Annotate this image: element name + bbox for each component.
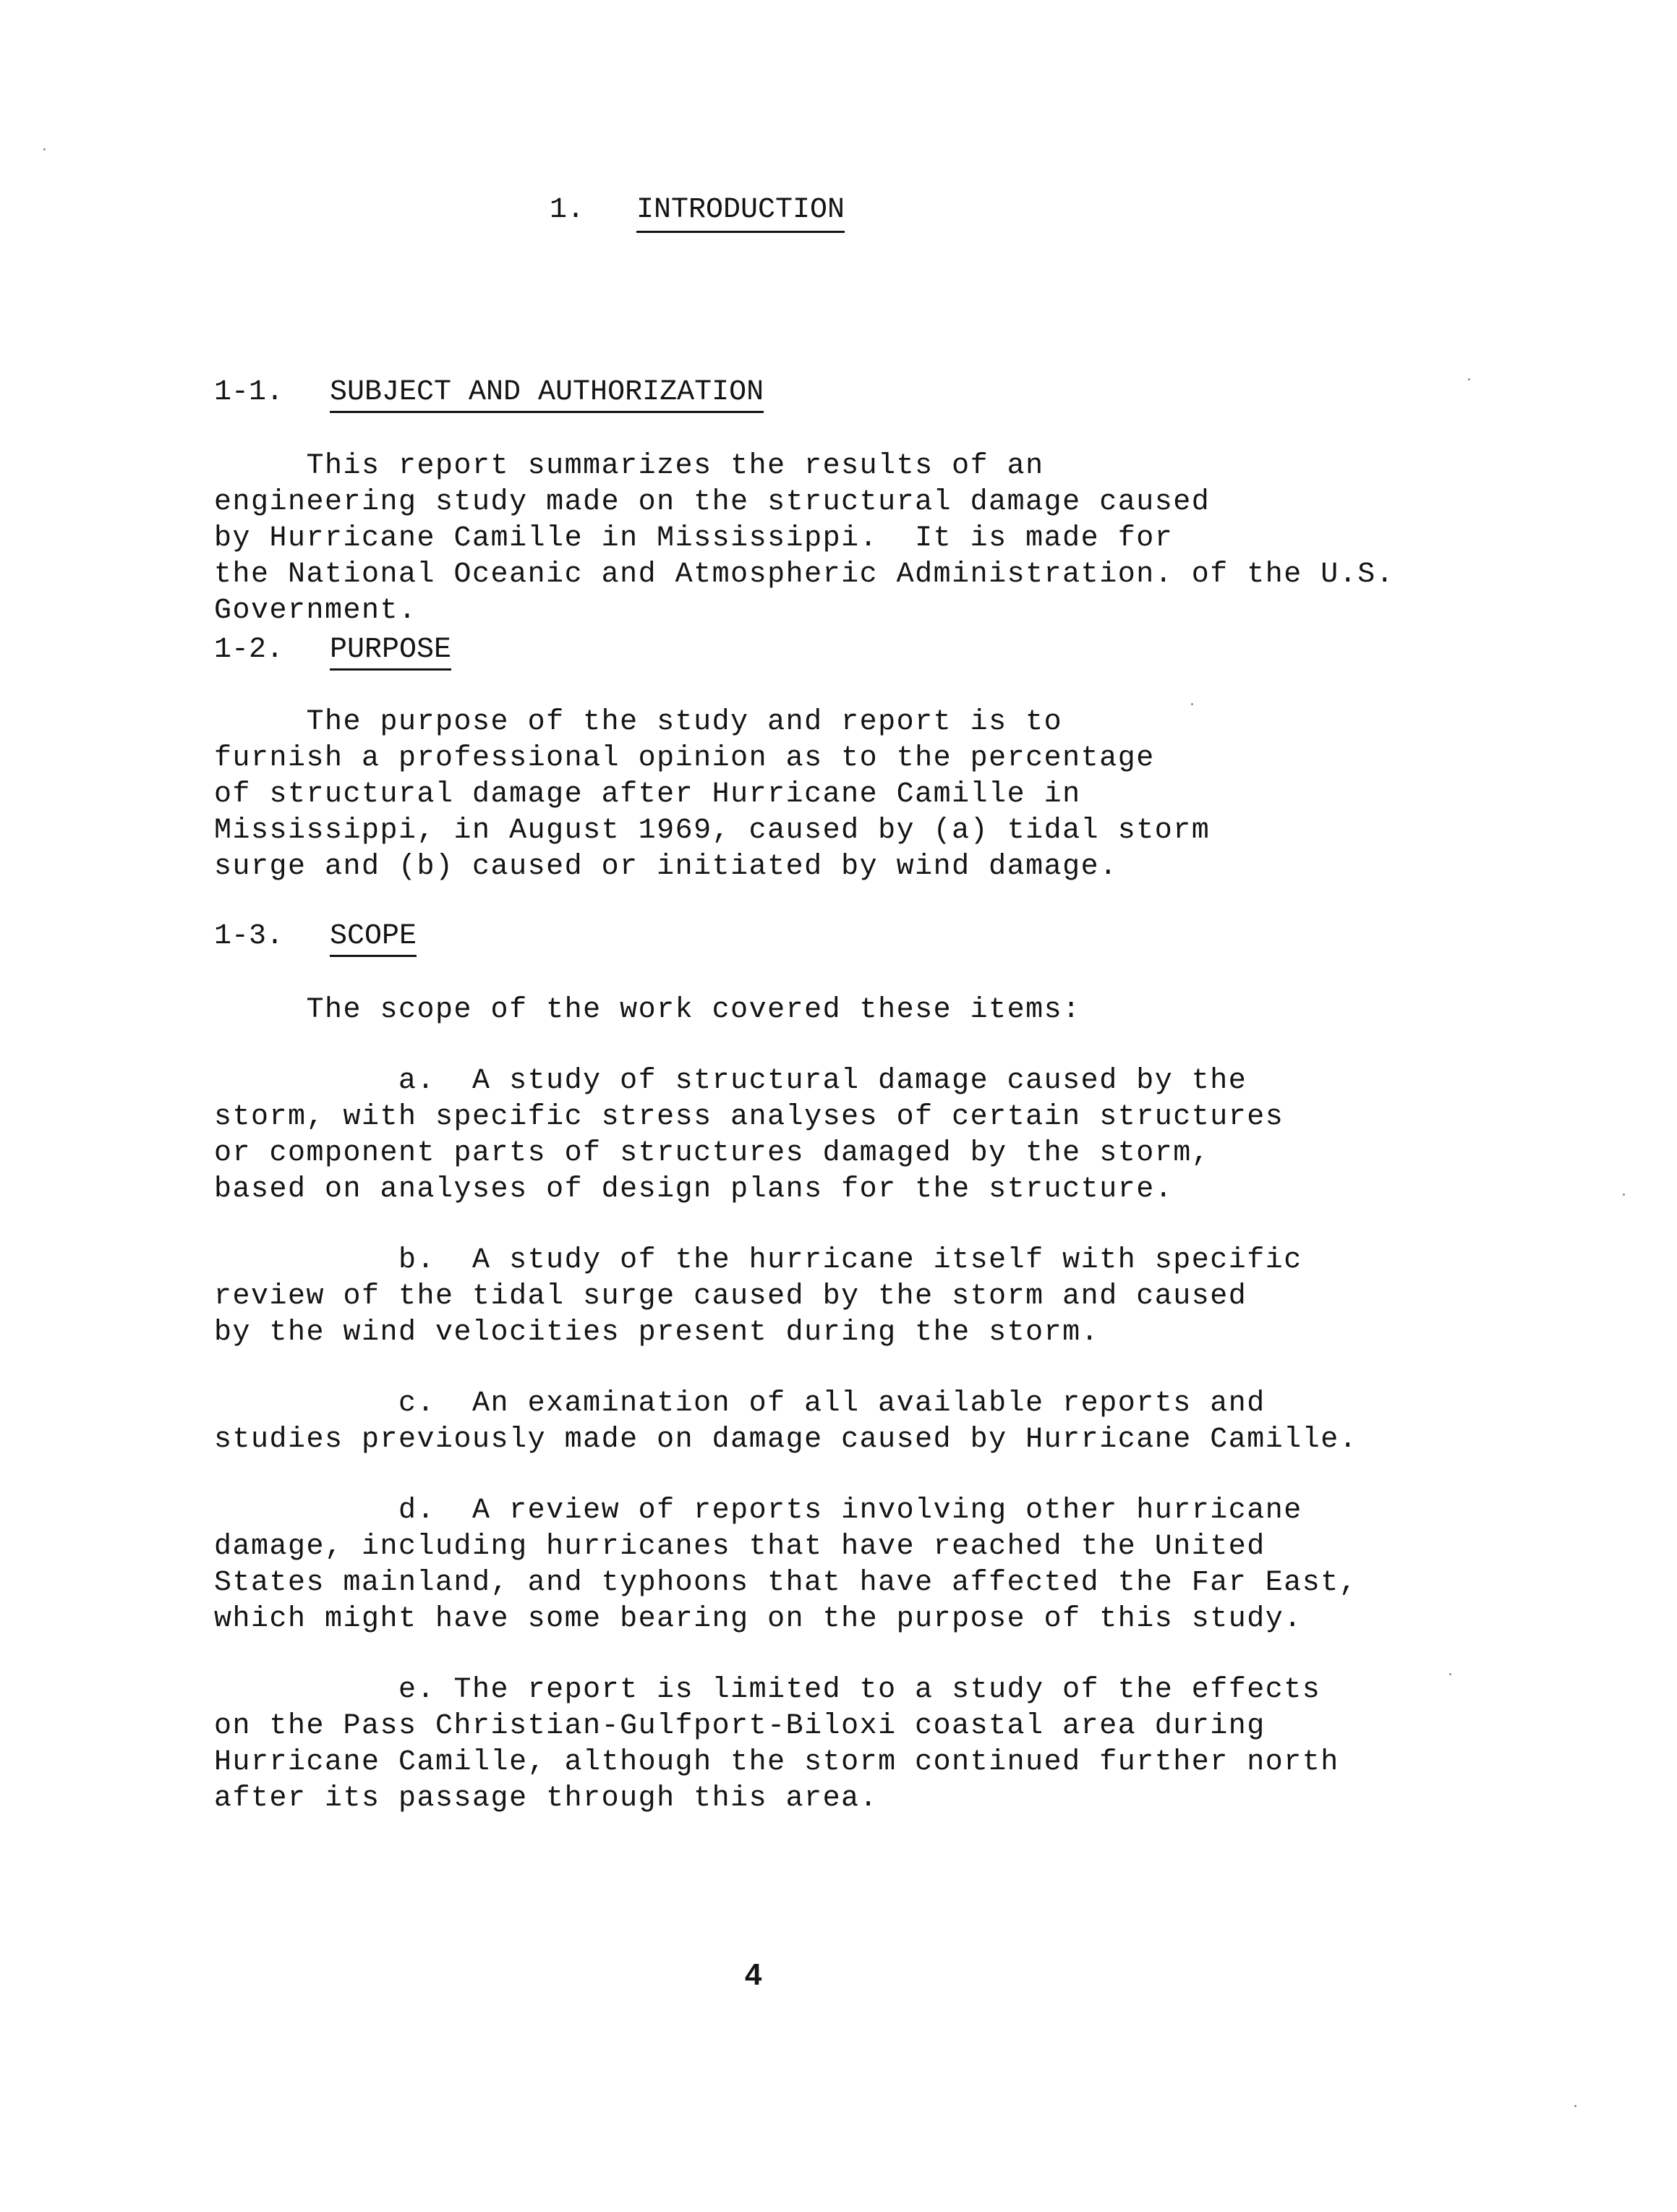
- scan-speck: [1623, 1194, 1625, 1196]
- chapter-title: INTRODUCTION: [636, 194, 845, 233]
- section-number: 1-3.: [214, 920, 284, 953]
- scope-item-c: c. An examination of all available reports and studies previously made on damage caused by Hurricane Camille.: [214, 1387, 1358, 1456]
- section-number: 1-2.: [214, 634, 284, 666]
- scan-speck: [1468, 378, 1470, 380]
- scope-item-a: a. A study of structural damage caused by the storm, with specific stress analyses of certain structures or component parts of structures damaged by the storm, based on analyses of design plans for the structure.: [214, 1065, 1284, 1206]
- section-heading-purpose: [214, 634, 451, 671]
- scope-item-d: d. A review of reports involving other hurricane damage, including hurricanes that have reached the United States mainland, and typhoons that have affected the Far East, which might have some bearing on the purpose of this study.: [214, 1494, 1358, 1635]
- paragraph-subject-authorization: This report summarizes the results of an engineering study made on the structural damage caused by Hurricane Camille in Mississippi. It is made for the National Oceanic and Atmospheric Administration. of the U.S. Government.: [214, 450, 1395, 627]
- section-heading-subject-authorization: [214, 376, 764, 413]
- scan-speck: [1191, 703, 1193, 705]
- chapter-number: 1.: [550, 194, 585, 226]
- section-number: 1-1.: [214, 376, 284, 409]
- chapter-heading: [550, 194, 845, 233]
- section-title: SCOPE: [330, 920, 417, 957]
- scan-speck: [1449, 1673, 1451, 1675]
- scan-speck: [43, 148, 46, 150]
- paragraph-scope-intro: The scope of the work covered these items:: [214, 994, 1081, 1026]
- section-heading-scope: [214, 920, 417, 957]
- scope-item-b: b. A study of the hurricane itself with specific review of the tidal surge caused by the storm and caused by the wind velocities present during the storm.: [214, 1244, 1302, 1349]
- paragraph-purpose: The purpose of the study and report is to furnish a professional opinion as to the percentage of structural damage after Hurricane Camille in Mississippi, in August 1969, caused by (a) tidal storm surge and (b) caused or initiated by wind damage.: [214, 706, 1211, 883]
- section-title: PURPOSE: [330, 634, 451, 671]
- page-number: 4: [745, 1957, 762, 1991]
- scope-item-e: e. The report is limited to a study of the effects on the Pass Christian-Gulfport-Biloxi coastal area during Hurricane Camille, although the storm continued further north after its passage through this area.: [214, 1674, 1339, 1815]
- scan-speck: [1574, 2105, 1576, 2107]
- section-title: SUBJECT AND AUTHORIZATION: [330, 376, 764, 413]
